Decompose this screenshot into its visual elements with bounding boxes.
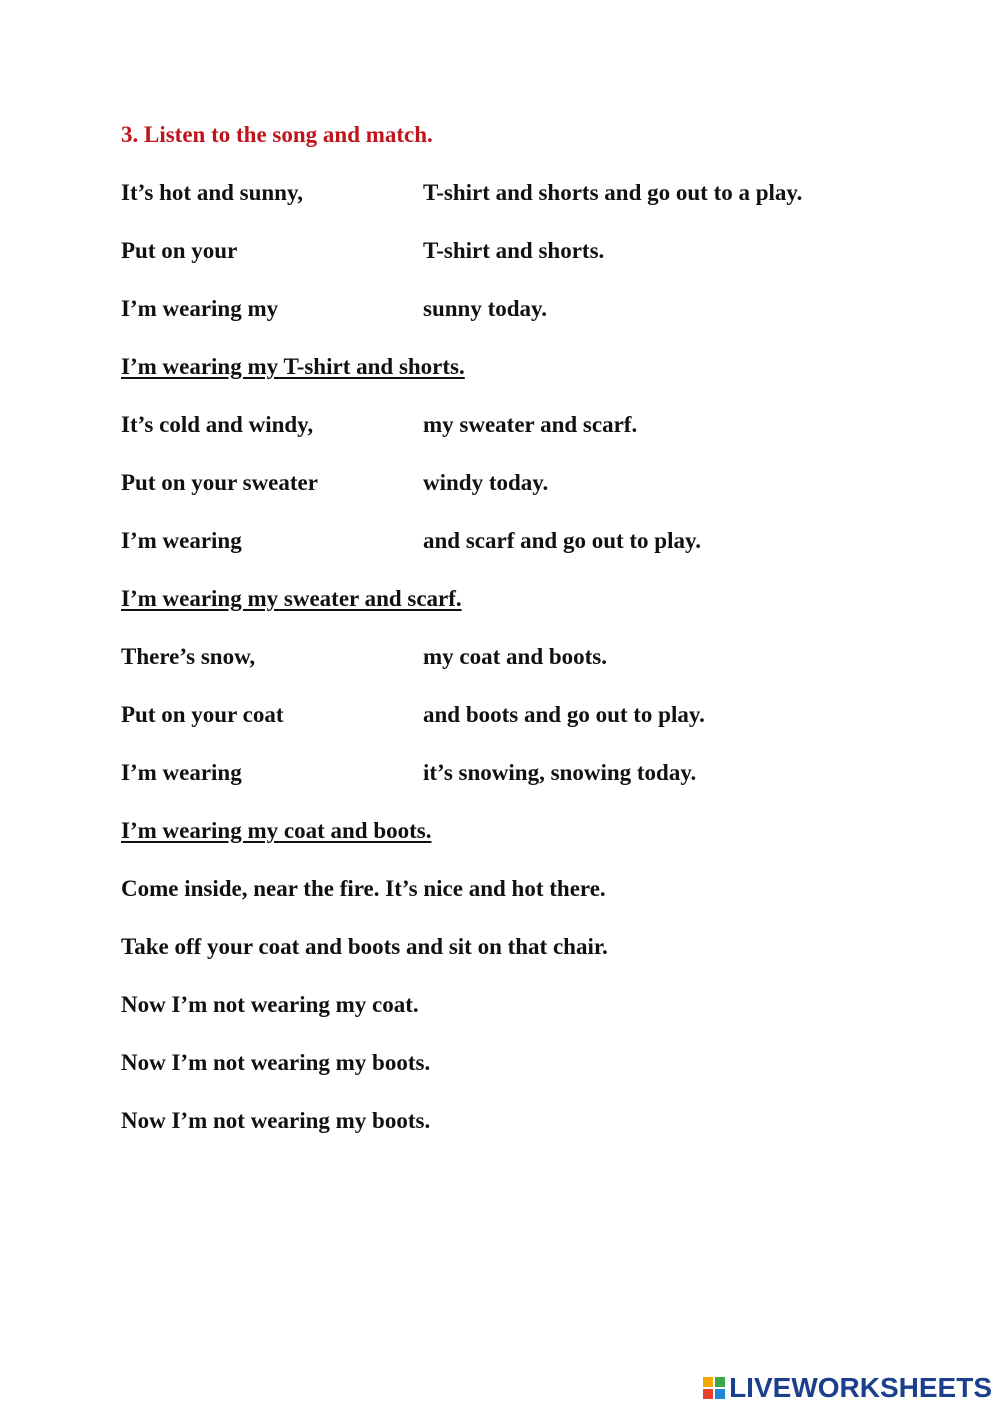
verse2-left-2: Put on your sweater (121, 470, 318, 495)
verse2-right-2: windy today. (423, 470, 549, 495)
verse3-left-1: There’s snow, (121, 644, 256, 669)
verse2-right-1: my sweater and scarf. (423, 412, 638, 437)
verse3-right-1: my coat and boots. (423, 644, 608, 669)
verse1-right-2: T-shirt and shorts. (423, 238, 605, 263)
verse2-right-3: and scarf and go out to play. (423, 528, 701, 553)
ending-line-1: Come inside, near the fire. It’s nice and hot there. (121, 876, 606, 901)
verse1-right-1: T-shirt and shorts and go out to a play. (423, 180, 803, 205)
chorus-3: I’m wearing my coat and boots. (121, 818, 432, 843)
verse3-left-2: Put on your coat (121, 702, 284, 727)
verse2-left-1: It’s cold and windy, (121, 412, 314, 437)
verse1-left-1: It’s hot and sunny, (121, 180, 303, 205)
verse3-right-2: and boots and go out to play. (423, 702, 705, 727)
ending-line-5: Now I’m not wearing my boots. (121, 1108, 431, 1133)
verse2-left-3: I’m wearing (121, 528, 242, 553)
chorus-2: I’m wearing my sweater and scarf. (121, 586, 462, 611)
chorus-1: I’m wearing my T-shirt and shorts. (121, 354, 465, 379)
ending-line-3: Now I’m not wearing my coat. (121, 992, 419, 1017)
exercise-title: 3. Listen to the song and match. (121, 122, 433, 147)
ending-line-4: Now I’m not wearing my boots. (121, 1050, 431, 1075)
verse3-left-3: I’m wearing (121, 760, 242, 785)
liveworksheets-wordmark: LIVEWORKSHEETS (729, 1372, 992, 1403)
verse1-right-3: sunny today. (423, 296, 548, 321)
liveworksheets-watermark (703, 1371, 992, 1405)
verse1-left-3: I’m wearing my (121, 296, 279, 321)
verse3-right-3: it’s snowing, snowing today. (423, 760, 697, 785)
verse1-left-2: Put on your (121, 238, 238, 263)
ending-line-2: Take off your coat and boots and sit on that chair. (121, 934, 608, 959)
liveworksheets-logo-icon (703, 1377, 725, 1399)
